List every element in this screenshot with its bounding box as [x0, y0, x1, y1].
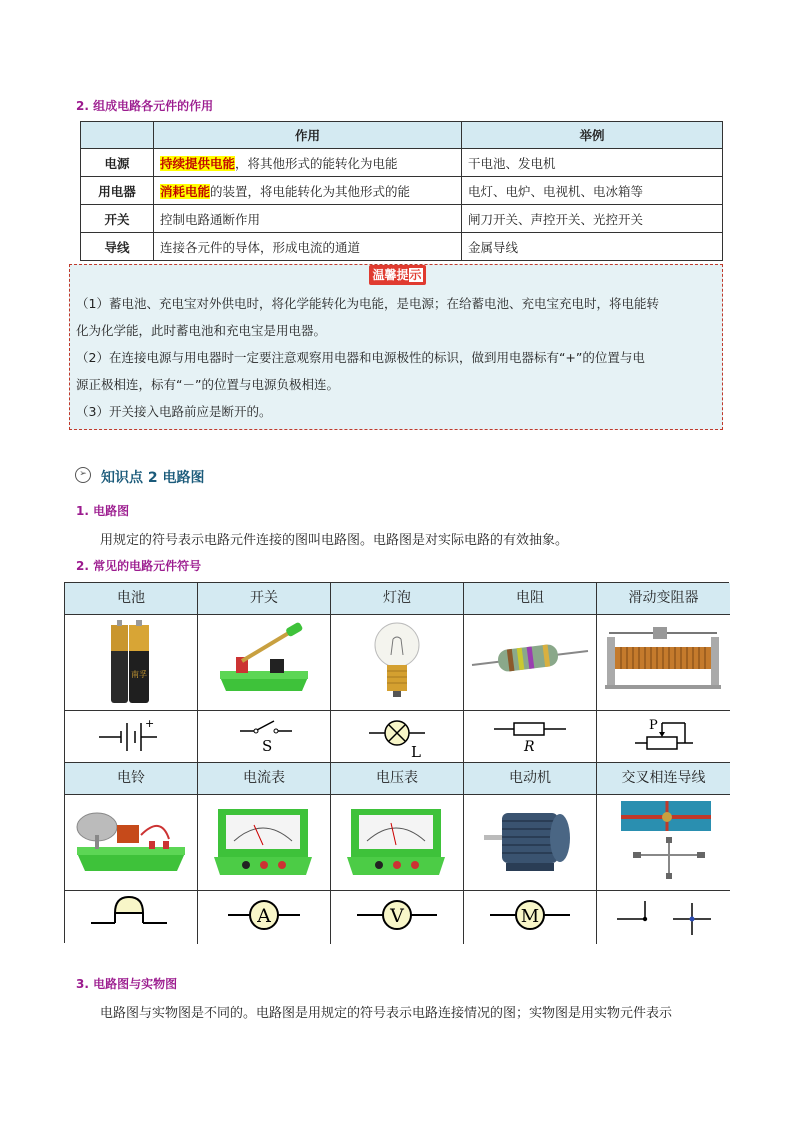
tip-line: 化为化学能，此时蓄电池和充电宝是用电器。	[76, 323, 327, 338]
tips-box	[69, 264, 723, 430]
resistor-label-text: R	[524, 739, 535, 755]
table-row	[81, 149, 723, 177]
switch-label-text: S	[262, 737, 273, 755]
item-heading: 1. 电路图	[76, 504, 130, 518]
bell-photo	[65, 795, 198, 891]
ammeter-label-text: A	[257, 905, 271, 927]
motor-label-text: M	[520, 906, 540, 927]
battery-symbol	[65, 711, 198, 763]
ammeter-photo	[198, 795, 331, 891]
resistor-photo	[464, 615, 597, 711]
row-function	[154, 177, 462, 205]
row-name: 开关	[81, 205, 154, 233]
tip-line: （3）开关接入电路前应是断开的。	[76, 404, 272, 419]
symbol-header: 灯泡	[331, 583, 464, 615]
rheostat-symbol	[597, 711, 730, 763]
function-text: 的装置，将电能转化为其他形式的能	[210, 183, 411, 199]
row-example: 电灯、电炉、电视机、电冰箱等	[462, 177, 723, 205]
motor-symbol	[464, 891, 597, 944]
tips-badge	[369, 265, 426, 285]
row-name: 电源	[81, 149, 154, 177]
row-name: 导线	[81, 233, 154, 261]
highlight-text: 消耗电能	[160, 183, 211, 199]
symbols-table	[64, 582, 729, 943]
tip-line: 源正极相连，标有“－”的位置与电源负极相连。	[76, 377, 339, 392]
symbol-header: 电阻	[464, 583, 597, 615]
arrow-circle-icon: ➢	[75, 467, 91, 483]
crossed-wires-photo	[597, 795, 730, 891]
row-function: 控制电路通断作用	[154, 205, 462, 233]
symbol-header: 滑动变阻器	[597, 583, 730, 615]
paragraph: 用规定的符号表示电路元件连接的图叫电路图。电路图是对实际电路的有效抽象。	[100, 533, 569, 548]
section-heading: 2. 组成电路各元件的作用	[76, 99, 214, 113]
bell-symbol	[65, 891, 198, 944]
row-example: 金属导线	[462, 233, 723, 261]
function-text: ，将其他形式的能转化为电能	[235, 155, 398, 171]
tip-line: （1）蓄电池、充电宝对外供电时，将化学能转化为电能，是电源；在给蓄电池、充电宝充电时，将电能转	[76, 296, 659, 311]
table-header: 作用	[154, 122, 462, 149]
switch-photo	[198, 615, 331, 711]
motor-photo	[464, 795, 597, 891]
battery-brand-text: 南孚	[131, 670, 147, 679]
voltmeter-symbol	[331, 891, 464, 944]
rheostat-photo	[597, 615, 730, 711]
tips-badge-text: 示	[409, 268, 422, 282]
item-heading: 3. 电路图与实物图	[76, 977, 178, 991]
row-function	[154, 149, 462, 177]
voltmeter-photo	[331, 795, 464, 891]
components-table	[80, 121, 723, 261]
plus-sign-text: +	[145, 717, 155, 730]
symbol-header: 电铃	[65, 763, 198, 795]
symbol-header: 开关	[198, 583, 331, 615]
highlight-text: 持续提供电能	[160, 155, 236, 171]
switch-symbol	[198, 711, 331, 763]
paragraph: 电路图与实物图是不同的。电路图是用规定的符号表示电路连接情况的图；实物图是用实物元件表示	[100, 1006, 673, 1021]
symbol-header: 电动机	[464, 763, 597, 795]
symbol-header: 交叉相连导线	[597, 763, 730, 795]
symbol-header: 电池	[65, 583, 198, 615]
row-example: 闸刀开关、声控开关、光控开关	[462, 205, 723, 233]
lamp-label-text: L	[411, 743, 421, 761]
table-row	[81, 233, 723, 261]
section-title: 知识点 2 电路图	[101, 470, 205, 486]
row-example: 干电池、发电机	[462, 149, 723, 177]
tip-line: （2）在连接电源与用电器时一定要注意观察用电器和电源极性的标识，做到用电器标有“+”的位置与电	[76, 350, 645, 365]
table-row	[81, 177, 723, 205]
symbol-header: 电压表	[331, 763, 464, 795]
row-function: 连接各元件的导体，形成电流的通道	[154, 233, 462, 261]
ammeter-symbol	[198, 891, 331, 944]
lamp-symbol	[331, 711, 464, 763]
resistor-symbol	[464, 711, 597, 763]
battery-photo	[65, 615, 198, 711]
symbol-header: 电流表	[198, 763, 331, 795]
tips-badge-text: 温馨提	[372, 268, 409, 282]
item-heading: 2. 常见的电路元件符号	[76, 559, 202, 573]
row-name: 用电器	[81, 177, 154, 205]
bulb-photo	[331, 615, 464, 711]
voltmeter-label-text: V	[390, 905, 404, 927]
table-header	[81, 122, 154, 149]
rheostat-label-text: P	[649, 718, 658, 733]
table-row	[81, 205, 723, 233]
table-header: 举例	[462, 122, 723, 149]
crossed-wires-symbol	[597, 891, 730, 944]
